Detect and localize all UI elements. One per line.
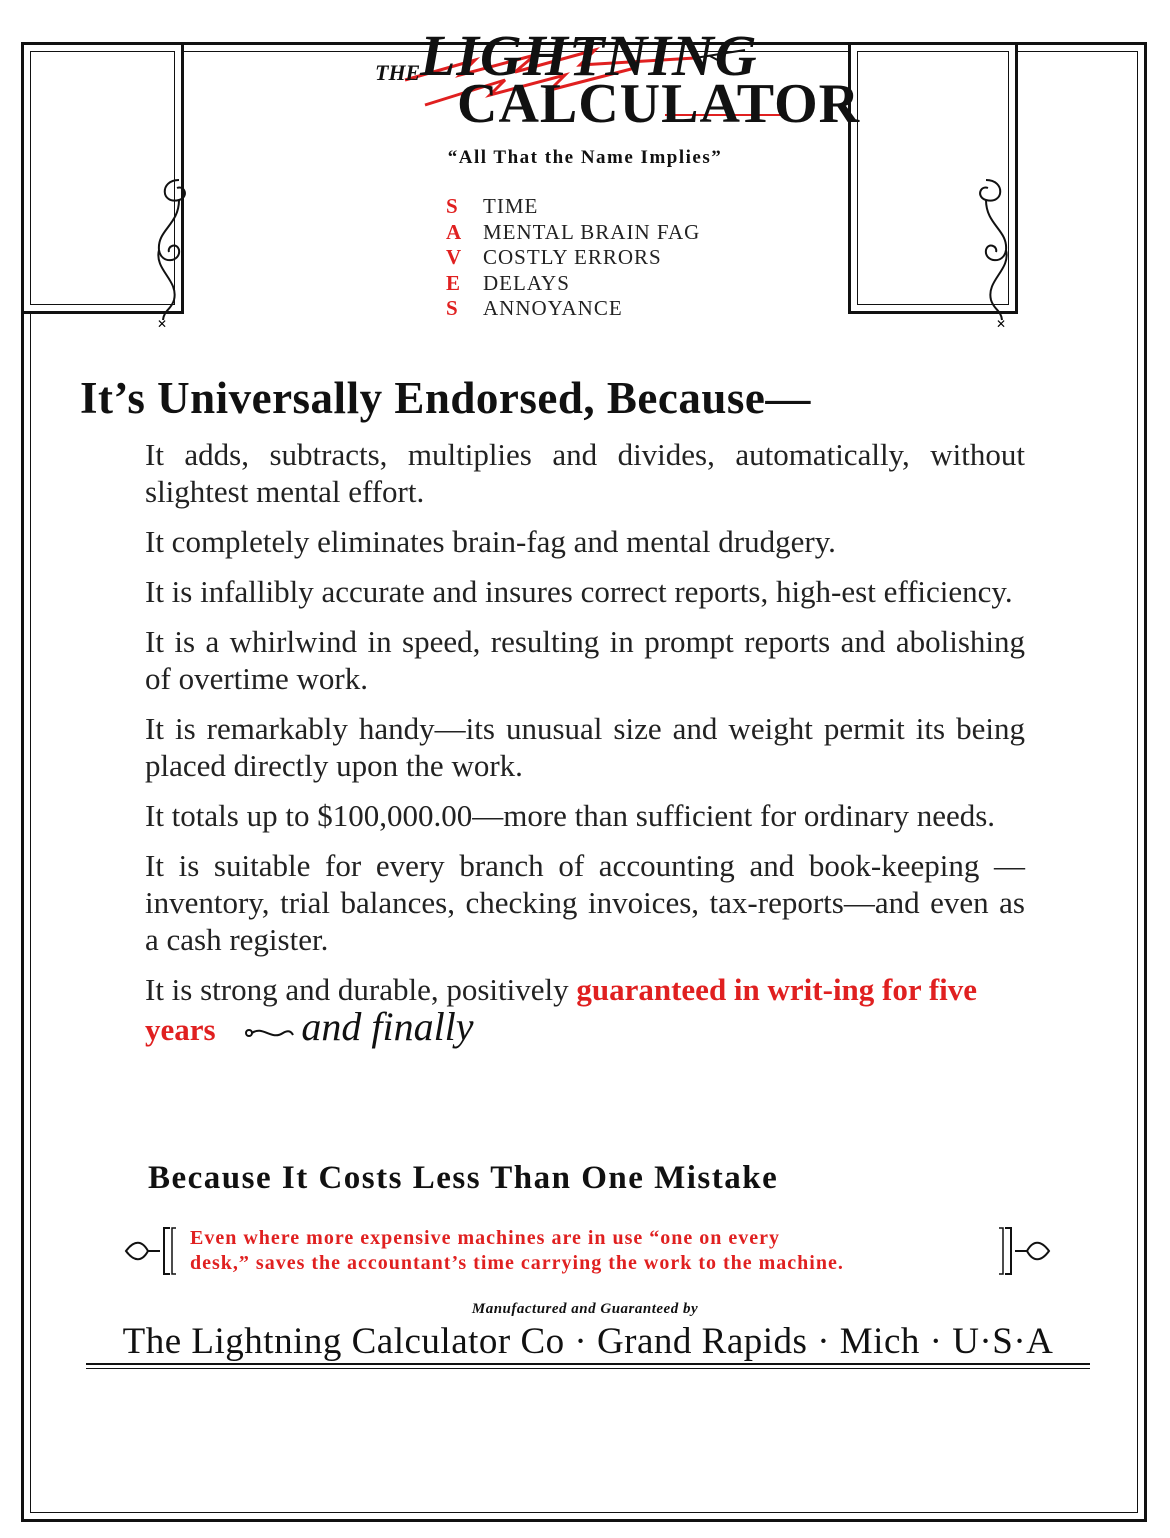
svg-text:✕: ✕ [996, 317, 1007, 330]
benefit-point: It adds, subtracts, multiplies and divides, automatically, without slightest mental effort. [145, 437, 1025, 509]
right-ornament-panel [848, 42, 1018, 330]
benefit-point: It completely eliminates brain-fag and mental drudgery. [145, 524, 836, 559]
saves-list [446, 194, 700, 322]
guarantee-text: guaranteed in writ-ing for five years [145, 972, 978, 1047]
logo-word-lightning: LIGHTNING [420, 23, 758, 88]
saves-letter: A [446, 219, 462, 244]
list-item [446, 194, 700, 220]
bracket-ornament-icon [993, 1226, 1053, 1276]
swash-ornament-icon [243, 1023, 295, 1043]
saves-word: ANNOYANCE [483, 296, 623, 321]
note-line: Even where more expensive machines are in use “one on every [190, 1227, 781, 1249]
benefit-point: It totals up to $100,000.00—more than sufficient for ordinary needs. [145, 798, 996, 833]
headline: It’s Universally Endorsed, Because— [80, 373, 811, 423]
svg-text:✕: ✕ [157, 317, 168, 330]
saves-letter: S [446, 296, 458, 321]
last-point-lead: It is strong and durable, positively [145, 972, 577, 1007]
benefit-point: It is a whirlwind in speed, resulting in prompt reports and abolishing of overtime work. [145, 624, 1025, 696]
saves-word: MENTAL BRAIN FAG [483, 219, 701, 244]
list-item [446, 296, 700, 322]
left-ornament-panel [21, 42, 184, 330]
saves-letter: V [446, 245, 462, 270]
list-item [446, 271, 700, 297]
saves-word: TIME [483, 194, 539, 219]
company-name: The Lightning Calculator Co · Grand Rapids · Mich · U·S·A [122, 1321, 1054, 1362]
closing-statement: Because It Costs Less Than One Mistake [148, 1160, 779, 1196]
scroll-ornament-icon [956, 170, 1016, 330]
logo-word-calculator: CALCULATOR [457, 73, 861, 135]
logo-the: THE [375, 60, 421, 85]
list-item [446, 245, 700, 271]
divider [86, 1368, 1090, 1369]
manufactured-by: Manufactured and Guaranteed by [471, 1301, 699, 1317]
list-item [446, 220, 700, 246]
benefit-points [145, 436, 1025, 1061]
saves-word: COSTLY ERRORS [483, 245, 662, 270]
saves-letter: E [446, 270, 461, 295]
bracket-ornament-icon [122, 1226, 182, 1276]
saves-word: DELAYS [483, 270, 570, 295]
tagline: “All That the Name Implies” [447, 147, 723, 168]
divider [86, 1363, 1090, 1365]
benefit-point: It is remarkably handy—its unusual size and weight permit its being placed directly upon the work. [145, 711, 1025, 783]
expensive-machines-note [190, 1226, 988, 1276]
brand-logo [365, 20, 861, 140]
and-finally-text: and finally [301, 1004, 474, 1049]
note-line: desk,” saves the accountant’s time carrying the work to the machine. [190, 1252, 844, 1274]
saves-letter: S [446, 194, 458, 219]
benefit-point: It is suitable for every branch of accounting and book-keeping — inventory, trial balances, checking invoices, tax-reports—and even as a cash register. [145, 848, 1025, 957]
scroll-ornament-icon [149, 170, 209, 330]
benefit-point-last [145, 971, 1025, 1048]
benefit-point: It is infallibly accurate and insures correct reports, high-est efficiency. [145, 574, 1013, 609]
